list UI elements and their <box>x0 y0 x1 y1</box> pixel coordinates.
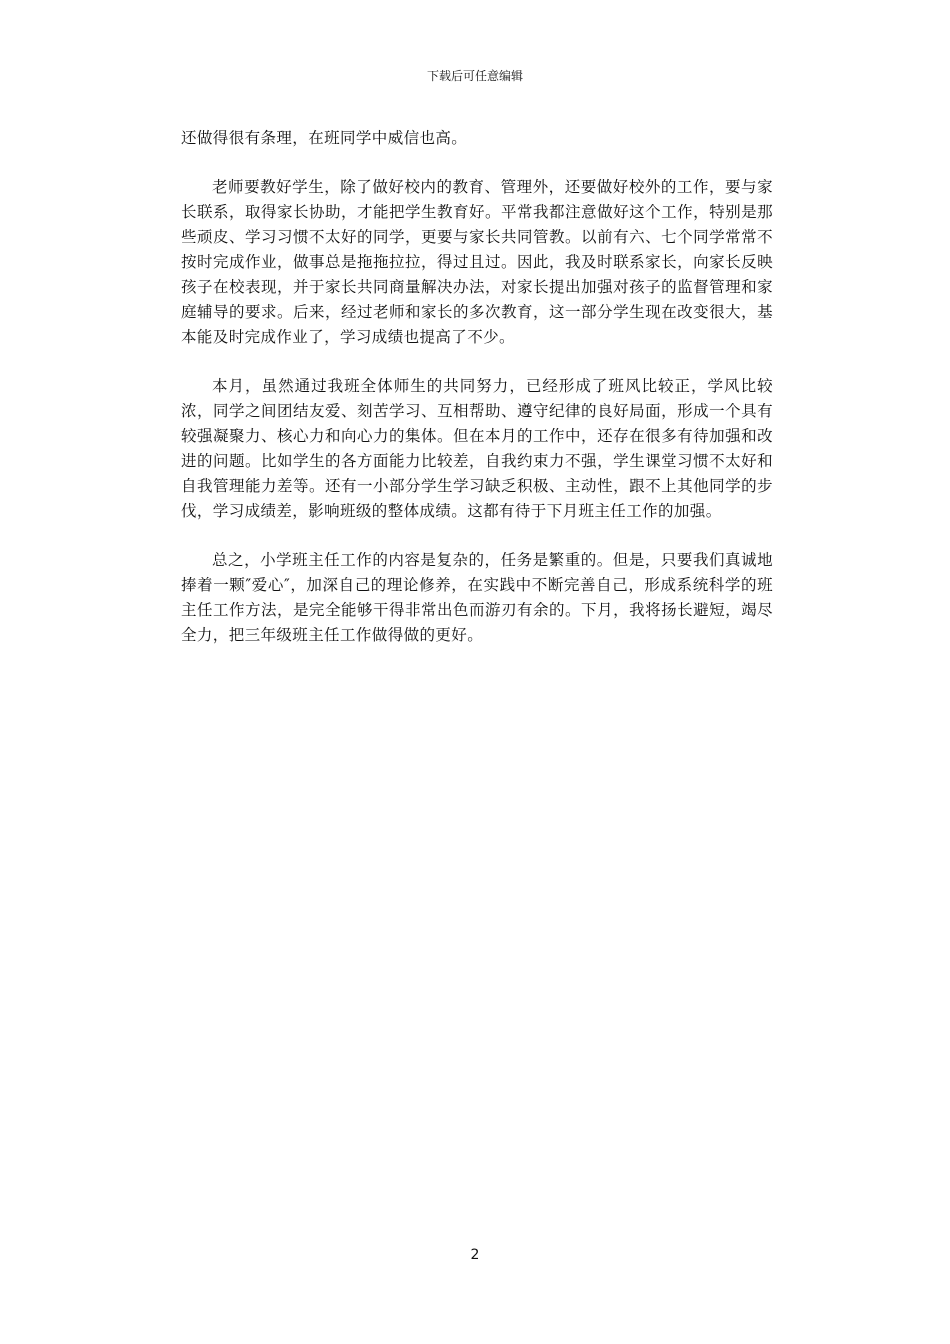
paragraph-parent-contact: 老师要教好学生，除了做好校内的教育、管理外，还要做好校外的工作，要与家长联系，取得家长协助，才能把学生教育好。平常我都注意做好这个工作，特别是那些顽皮、学习习惯不太好的同学，更要与家长共同管教。以前有六、七个同学常常不按时完成作业，做事总是拖拖拉拉，得过且过。因此，我及时联系家长，向家长反映孩子在校表现，并于家长共同商量解决办法，对家长提出加强对孩子的监督管理和家庭辅导的要求。后来，经过老师和家长的多次教育，这一部分学生现在改变很大，基本能及时完成作业了，学习成绩也提高了不少。 <box>181 178 773 346</box>
paragraph-continuation: 还做得很有条理，在班同学中威信也高。 <box>181 129 468 147</box>
document-body <box>181 126 773 672</box>
page-header: 下载后可任意编辑 <box>426 69 523 83</box>
page-number: 2 <box>470 1247 480 1263</box>
paragraph-monthly-issues: 本月，虽然通过我班全体师生的共同努力，已经形成了班风比较正，学风比较浓，同学之间团结友爱、刻苦学习、互相帮助、遵守纪律的良好局面，形成一个具有较强凝聚力、核心力和向心力的集体。但在本月的工作中，还存在很多有待加强和改进的问题。比如学生的各方面能力比较差，自我约束力不强，学生课堂习惯不太好和自我管理能力差等。还有一小部分学生学习缺乏积极、主动性，跟不上其他同学的步伐，学习成绩差，影响班级的整体成绩。这都有待于下月班主任工作的加强。 <box>181 377 773 520</box>
paragraph-conclusion: 总之，小学班主任工作的内容是复杂的，任务是繁重的。但是，只要我们真诚地捧着一颗″爱心″，加深自己的理论修养，在实践中不断完善自己，形成系统科学的班主任工作方法，是完全能够干得非常出色而游刃有余的。下月，我将扬长避短，竭尽全力，把三年级班主任工作做得做的更好。 <box>181 551 773 644</box>
